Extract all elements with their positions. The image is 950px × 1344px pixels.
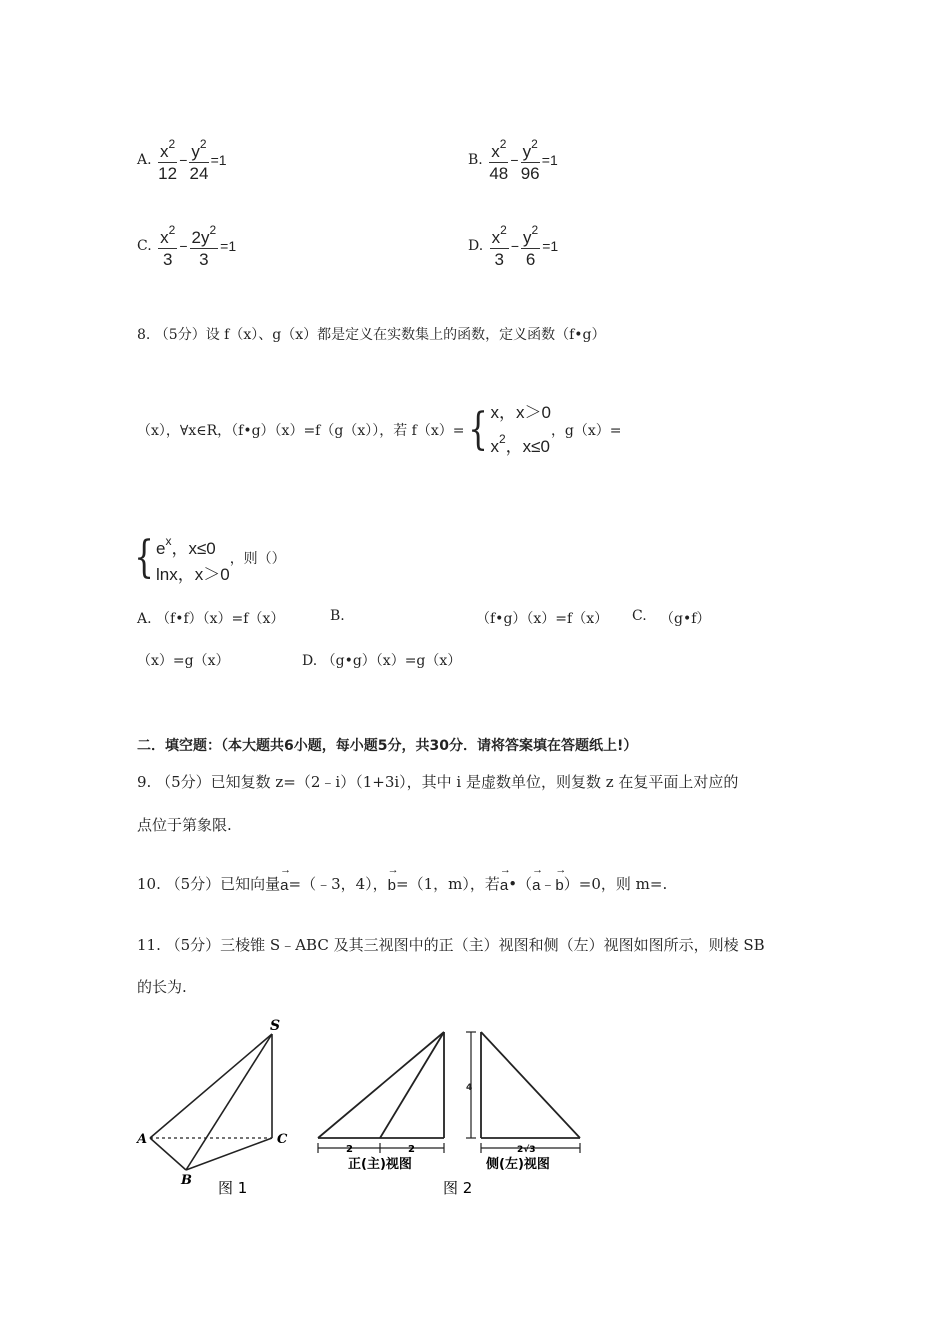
vector-a: → a bbox=[500, 871, 508, 894]
q10-dot: •（ bbox=[508, 875, 533, 893]
denominator: 6 bbox=[525, 249, 536, 269]
option-label: A. bbox=[137, 152, 152, 169]
exponent: 2 bbox=[499, 137, 507, 151]
edge-ab bbox=[150, 1138, 186, 1170]
exponent: 2 bbox=[531, 223, 539, 237]
label-b: B bbox=[181, 1173, 192, 1188]
option-label: C. bbox=[137, 238, 152, 255]
numerator: y bbox=[523, 228, 532, 247]
q8-option-b-label: B. bbox=[330, 608, 345, 624]
label-a: A bbox=[137, 1132, 148, 1147]
exponent: x bbox=[165, 534, 172, 548]
q10-a-value: =（﹣3，4）， bbox=[288, 875, 388, 893]
numerator: x bbox=[160, 142, 169, 161]
front-view-label: 正(主)视图 bbox=[348, 1157, 412, 1172]
numerator: 2y bbox=[191, 228, 210, 247]
vector-b: → b bbox=[388, 871, 396, 894]
exponent: 2 bbox=[498, 432, 506, 446]
exponent: 2 bbox=[500, 223, 507, 237]
base: e bbox=[156, 539, 166, 558]
denominator: 3 bbox=[199, 249, 209, 269]
tetrahedron-figure bbox=[150, 1034, 272, 1170]
left-brace: { bbox=[134, 532, 154, 583]
base: x bbox=[490, 437, 499, 456]
label-c: C bbox=[277, 1132, 288, 1147]
section-heading: 二．填空题：（本大题共6小题，每小题5分，共30分．请将答案填在答题纸上!） bbox=[137, 738, 638, 754]
front-dim-2: 2 bbox=[408, 1144, 415, 1155]
f-case-1: x，x＞0 bbox=[490, 403, 551, 422]
q10-minus: ﹣ bbox=[540, 875, 556, 893]
denominator: 96 bbox=[520, 163, 540, 183]
vector-a: → a bbox=[532, 871, 540, 894]
fig1-caption: 图 1 bbox=[218, 1179, 248, 1197]
edge-sb bbox=[186, 1034, 272, 1170]
exponent: 2 bbox=[531, 137, 538, 151]
q8-option-b: （f•g）（x）=f（x） bbox=[476, 611, 609, 627]
exponent: 2 bbox=[168, 223, 176, 237]
q8-line3-suffix: ，则（） bbox=[229, 551, 286, 567]
q8-line2-suffix: ，g（x）= bbox=[550, 423, 622, 439]
g-case-2: lnx，x＞0 bbox=[156, 565, 230, 584]
exponent: 2 bbox=[199, 137, 207, 151]
edge-sa bbox=[150, 1034, 272, 1138]
side-height-dim: 4 bbox=[466, 1083, 473, 1093]
option-label: D. bbox=[468, 238, 484, 255]
numerator: y bbox=[522, 142, 532, 161]
minus-sign: − bbox=[510, 238, 520, 255]
q8-option-c-start: （g•f） bbox=[660, 611, 711, 627]
front-dim-1: 2 bbox=[346, 1144, 353, 1155]
q9-line2: 点位于第象限. bbox=[137, 816, 232, 834]
q10-b-value: =（1，m），若 bbox=[396, 875, 500, 893]
rhs: =1 bbox=[220, 238, 237, 255]
exponent: 2 bbox=[168, 137, 176, 151]
q8-option-c-label: C. bbox=[632, 608, 647, 624]
left-brace: { bbox=[468, 404, 489, 455]
minus-sign: − bbox=[179, 238, 188, 255]
rhs: =1 bbox=[541, 152, 558, 169]
numerator: x bbox=[491, 142, 500, 161]
denominator: 12 bbox=[158, 163, 178, 183]
side-view-label: 侧(左)视图 bbox=[486, 1157, 550, 1172]
minus-sign: − bbox=[510, 152, 519, 169]
vector-a: → a bbox=[280, 871, 288, 894]
denominator: 3 bbox=[162, 249, 173, 269]
vector-b: → b bbox=[555, 871, 563, 894]
denominator: 48 bbox=[489, 163, 509, 183]
side-view bbox=[466, 1032, 580, 1153]
fig2-caption: 图 2 bbox=[443, 1179, 473, 1197]
q8-line1: 8. （5分）设 f（x）、g（x）都是定义在实数集上的函数，定义函数（f•g） bbox=[137, 327, 606, 343]
numerator: x bbox=[491, 228, 501, 247]
q8-line2-prefix: （x），∀x∈R，（f•g）（x）=f（g（x）），若 f（x）= bbox=[137, 423, 465, 439]
edge-bc bbox=[186, 1138, 272, 1170]
q8-option-c-end: （x）=g（x） bbox=[137, 653, 230, 669]
q11-line1: 11. （5分）三棱锥 S﹣ABC 及其三视图中的正（主）视图和侧（左）视图如图所示，则棱 SB bbox=[137, 936, 765, 954]
q8-option-d: D. （g•g）（x）=g（x） bbox=[302, 653, 462, 669]
denominator: 3 bbox=[494, 249, 504, 269]
rhs: =1 bbox=[542, 238, 559, 255]
front-view bbox=[318, 1032, 444, 1153]
exponent: 2 bbox=[209, 223, 217, 237]
q10-suffix: ）=0，则 m=. bbox=[563, 875, 668, 893]
numerator: x bbox=[160, 228, 169, 247]
q11-line2: 的长为. bbox=[137, 978, 187, 996]
side-width-dim: 2√3 bbox=[517, 1145, 536, 1155]
numerator: y bbox=[191, 142, 200, 161]
label-s: S bbox=[270, 1018, 281, 1034]
minus-sign: − bbox=[179, 152, 188, 169]
condition: ，x≤0 bbox=[171, 539, 216, 558]
denominator: 24 bbox=[189, 163, 209, 183]
q10-prefix: 10. （5分）已知向量 bbox=[137, 875, 281, 893]
rhs: =1 bbox=[210, 152, 227, 169]
q9-line1: 9. （5分）已知复数 z=（2﹣i）（1+3i），其中 i 是虚数单位，则复数 z 在复平面上对应的 bbox=[137, 773, 739, 791]
q8-option-a: A. （f•f）（x）=f（x） bbox=[137, 611, 285, 627]
option-label: B. bbox=[468, 152, 483, 169]
condition: ，x≤0 bbox=[505, 437, 550, 456]
